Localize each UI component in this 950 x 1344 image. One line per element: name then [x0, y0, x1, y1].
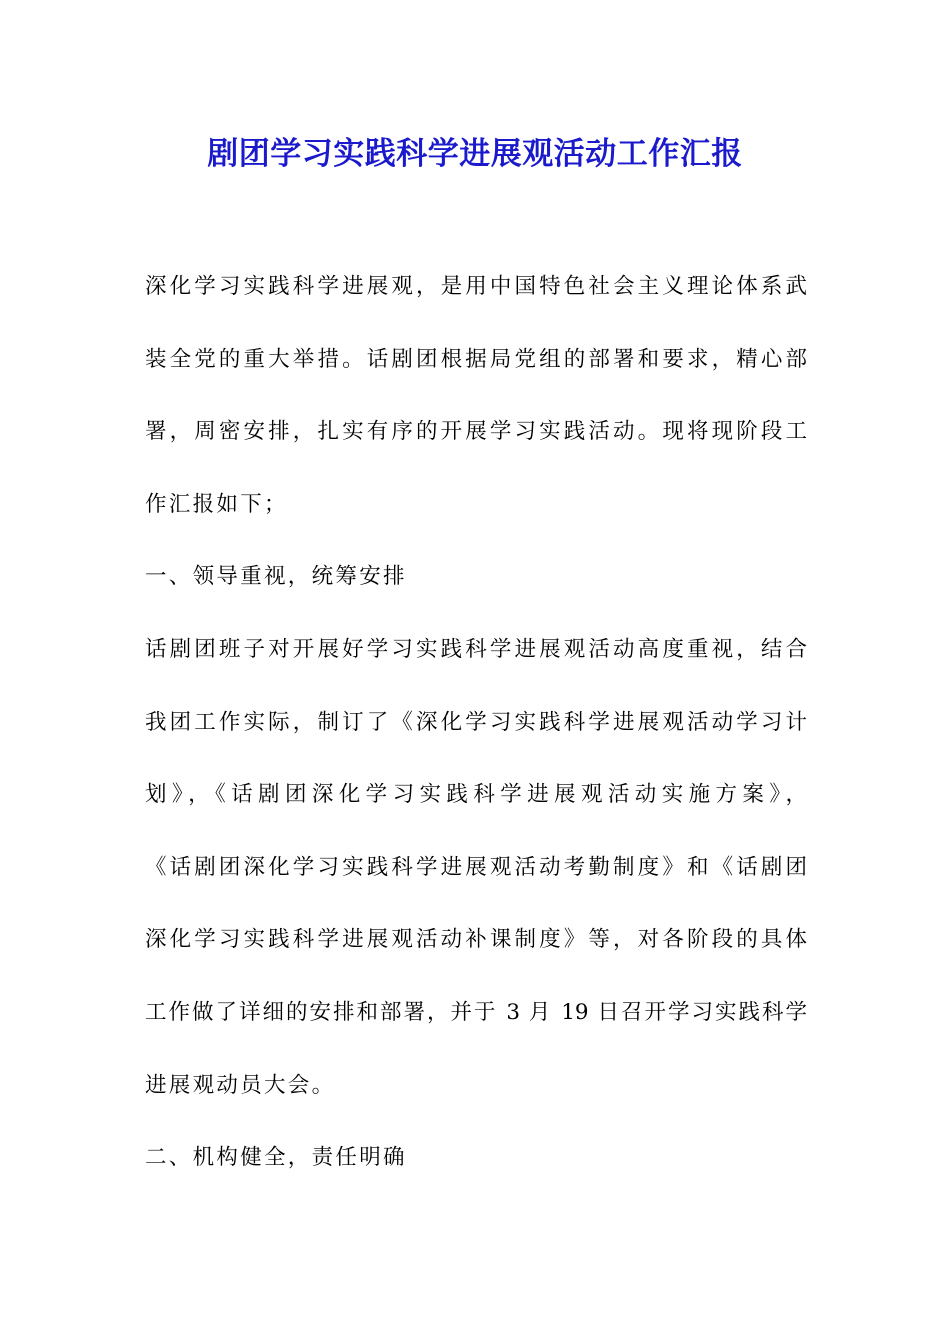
body-line-1: 深化学习实践科学进展观，是用中国特色社会主义理论体系武 — [145, 274, 807, 299]
section-heading-1: 一、领导重视，统筹安排 — [145, 564, 407, 590]
document-body — [145, 257, 807, 1201]
section-heading-2: 二、机构健全，责任明确 — [145, 1145, 407, 1171]
body-line-10: 深化学习实践科学进展观活动补课制度》等，对各阶段的具体 — [145, 927, 807, 953]
body-line-11: 工作做了详细的安排和部署，并于 3 月 19 日召开学习实践科学 — [145, 999, 807, 1025]
body-line-2: 装全党的重大举措。话剧团根据局党组的部署和要求，精心部 — [145, 346, 807, 372]
body-line-12: 进展观动员大会。 — [145, 1072, 336, 1098]
body-line-4: 作汇报如下； — [145, 491, 288, 517]
body-line-8: 划》，《话剧团深化学习实践科学进展观活动实施方案》， — [145, 782, 807, 808]
body-line-3: 署，周密安排，扎实有序的开展学习实践活动。现将现阶段工 — [145, 419, 807, 445]
body-line-6: 话剧团班子对开展好学习实践科学进展观活动高度重视，结合 — [145, 636, 807, 662]
body-line-7: 我团工作实际，制订了《深化学习实践科学进展观活动学习计 — [145, 709, 807, 735]
body-line-9: 《话剧团深化学习实践科学进展观活动考勤制度》和《话剧团 — [145, 854, 807, 880]
document-title: 剧团学习实践科学进展观活动工作汇报 — [207, 136, 743, 172]
